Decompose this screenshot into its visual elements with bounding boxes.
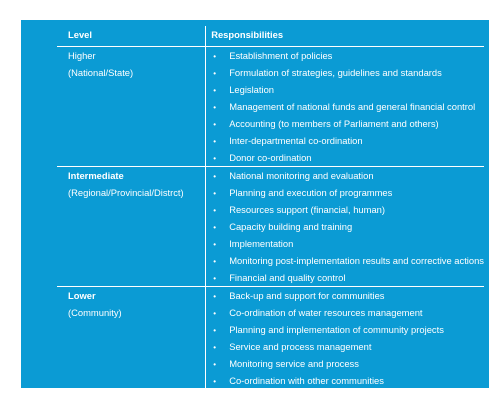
list-item xyxy=(211,218,484,235)
list-item xyxy=(211,235,484,252)
responsibility-text: Management of national funds and general financial control xyxy=(229,101,476,112)
header-level: Level xyxy=(57,26,206,47)
responsibility-text: Service and process management xyxy=(229,341,372,352)
level-detail: (Regional/Provincial/Distrct) xyxy=(68,187,184,198)
list-item xyxy=(211,355,484,372)
list-item xyxy=(211,115,484,132)
bullet-icon: • xyxy=(213,69,216,78)
bullet-icon: • xyxy=(213,103,216,112)
responsibilities-table xyxy=(57,26,484,389)
list-item xyxy=(211,269,484,286)
list-item xyxy=(211,167,484,184)
responsibility-text: Back-up and support for communities xyxy=(229,290,385,301)
bullet-icon: • xyxy=(213,326,216,335)
table-row xyxy=(57,47,484,167)
list-item xyxy=(211,47,484,64)
level-name: Higher xyxy=(68,50,96,61)
list-item xyxy=(211,98,484,115)
list-item xyxy=(211,132,484,149)
responsibility-text: Resources support (financial, human) xyxy=(229,204,385,215)
responsibility-text: Establishment of policies xyxy=(229,50,333,61)
table-panel xyxy=(21,20,489,388)
table-row xyxy=(57,287,484,390)
table-row xyxy=(57,167,484,287)
list-item xyxy=(211,304,484,321)
list-item xyxy=(211,372,484,389)
level-cell-higher xyxy=(57,47,206,167)
bullet-icon: • xyxy=(213,360,216,369)
responsibility-text: National monitoring and evaluation xyxy=(229,170,374,181)
responsibility-text: Monitoring service and process xyxy=(229,358,359,369)
bullet-icon: • xyxy=(213,240,216,249)
list-item xyxy=(211,252,484,269)
responsibility-text: Legislation xyxy=(229,84,275,95)
responsibility-list xyxy=(211,47,484,166)
level-cell-lower xyxy=(57,287,206,390)
list-item xyxy=(211,201,484,218)
responsibility-text: Planning and implementation of community projects xyxy=(229,324,444,335)
level-cell-intermediate xyxy=(57,167,206,287)
list-item xyxy=(211,149,484,166)
list-item xyxy=(211,338,484,355)
bullet-icon: • xyxy=(213,274,216,283)
bullet-icon: • xyxy=(213,154,216,163)
bullet-icon: • xyxy=(213,292,216,301)
responsibility-text: Co-ordination with other communities xyxy=(229,375,384,386)
table-header-row xyxy=(57,26,484,47)
responsibility-text: Financial and quality control xyxy=(229,272,346,283)
bullet-icon: • xyxy=(213,257,216,266)
responsibility-text: Inter-departmental co-ordination xyxy=(229,135,363,146)
responsibility-text: Monitoring post-implementation results and corrective actions xyxy=(229,255,484,266)
bullet-icon: • xyxy=(213,120,216,129)
responsibility-list xyxy=(211,287,484,389)
responsibility-text: Co-ordination of water resources management xyxy=(229,307,423,318)
responsibility-text: Planning and execution of programmes xyxy=(229,187,393,198)
bullet-icon: • xyxy=(213,86,216,95)
list-item xyxy=(211,81,484,98)
list-item xyxy=(211,321,484,338)
level-detail: (Community) xyxy=(68,307,122,318)
responsibility-text: Implementation xyxy=(229,238,294,249)
bullet-icon: • xyxy=(213,52,216,61)
bullet-icon: • xyxy=(213,343,216,352)
responsibility-text: Capacity building and training xyxy=(229,221,353,232)
bullet-icon: • xyxy=(213,377,216,386)
responsibility-text: Formulation of strategies, guidelines and standards xyxy=(229,67,442,78)
level-name: Intermediate xyxy=(68,170,124,181)
responsibility-text: Accounting (to members of Parliament and others) xyxy=(229,118,439,129)
bullet-icon: • xyxy=(213,189,216,198)
list-item xyxy=(211,64,484,81)
responsibilities-cell-intermediate xyxy=(206,167,484,287)
responsibilities-cell-higher xyxy=(206,47,484,167)
bullet-icon: • xyxy=(213,137,216,146)
bullet-icon: • xyxy=(213,172,216,181)
bullet-icon: • xyxy=(213,223,216,232)
bullet-icon: • xyxy=(213,309,216,318)
level-detail: (National/State) xyxy=(68,67,134,78)
level-name: Lower xyxy=(68,290,96,301)
header-responsibilities: Responsibilities xyxy=(206,26,484,47)
list-item xyxy=(211,184,484,201)
responsibilities-cell-lower xyxy=(206,287,484,390)
responsibility-text: Donor co-ordination xyxy=(229,152,312,163)
bullet-icon: • xyxy=(213,206,216,215)
responsibility-list xyxy=(211,167,484,286)
list-item xyxy=(211,287,484,304)
